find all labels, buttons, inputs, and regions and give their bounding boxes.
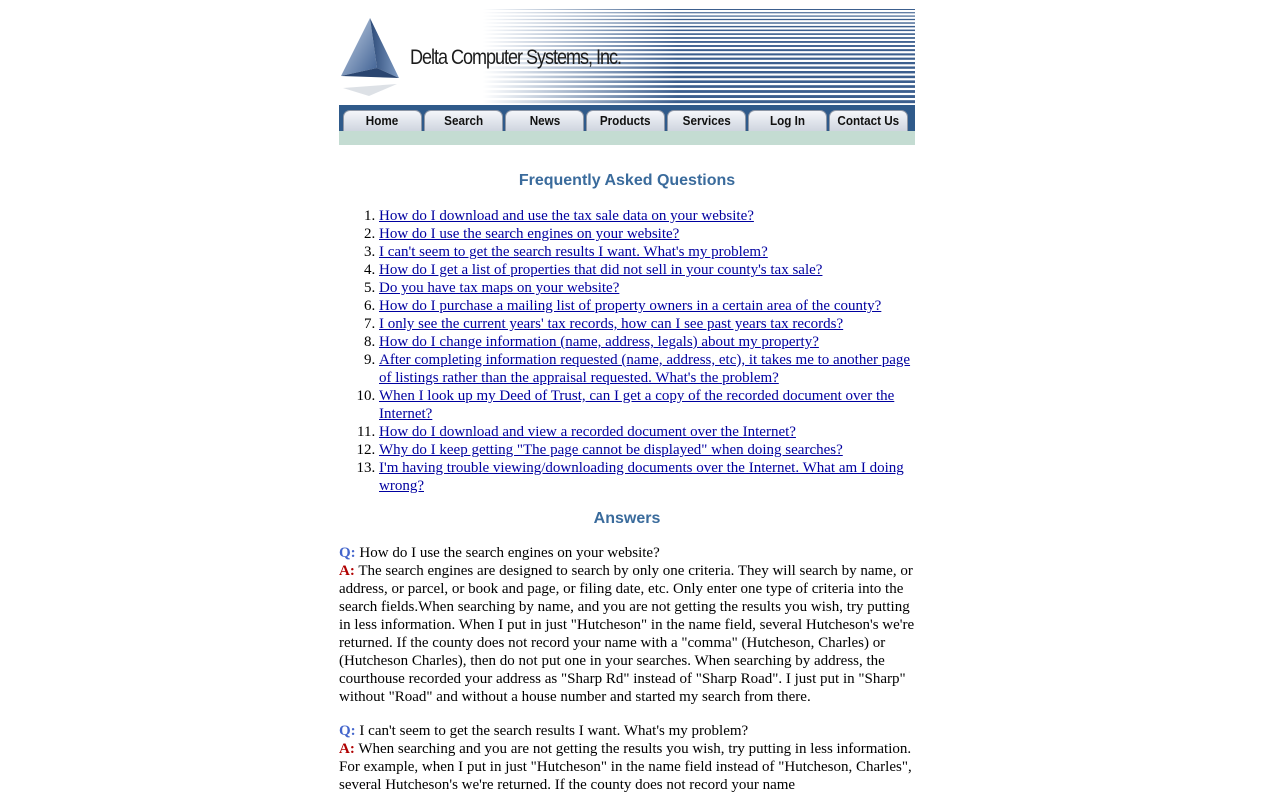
- faq-list: [339, 207, 915, 495]
- nav-tab-label: Services: [682, 113, 731, 128]
- nav-tab-products[interactable]: [586, 110, 665, 131]
- faq-link[interactable]: How do I download and use the tax sale data on your website?: [379, 208, 754, 224]
- faq-link[interactable]: How do I change information (name, address, legals) about my property?: [379, 334, 819, 350]
- faq-item: [379, 225, 915, 243]
- answer-label: A:: [339, 741, 355, 757]
- answer-text: When searching and you are not getting the results you wish, try putting in less information. For example, when I put in just "Hutcheson" in the name field instead of "Hutcheson, Charles", several Hutcheson's we're returned. If the county does not record your name: [339, 741, 912, 793]
- faq-item: [379, 297, 915, 315]
- faq-heading: Frequently Asked Questions: [518, 172, 736, 189]
- nav-tab-contact-us[interactable]: [829, 110, 908, 131]
- answer-text: The search engines are designed to search by only one criteria. They will search by name, or address, or parcel, or book and page, or filing date, etc. Only enter one type of criteria into the search fields.When searching by name, and you are not getting the results you wish, try putting in less information. When I put in just "Hutcheson" in the name field, several Hutcheson's we're returned. If the county does not record your name with a "comma" (Hutcheson, Charles) or (Hutcheson Charles), then do not put one in your searches. When searching by address, the courthouse recorded your address as "Sharp Rd" instead of "Sharp Road". I just put in "Sharp" without "Road" and without a house number and started my search from there.: [339, 563, 915, 705]
- nav-tab-services[interactable]: [667, 110, 746, 131]
- faq-link[interactable]: Do you have tax maps on your website?: [379, 280, 620, 296]
- question-label: Q:: [339, 545, 356, 561]
- faq-link[interactable]: Why do I keep getting "The page cannot be displayed" when doing searches?: [379, 442, 843, 458]
- nav-tab-label: Products: [600, 113, 651, 128]
- answers-heading: Answers: [593, 510, 661, 527]
- question-text: I can't seem to get the search results I want. What's my problem?: [359, 723, 749, 739]
- nav-tab-label: Home: [366, 113, 399, 128]
- faq-item: [379, 351, 915, 387]
- nav-tab-label: Log In: [769, 113, 806, 128]
- nav-tab-label: Search: [443, 113, 484, 128]
- faq-link[interactable]: How do I get a list of properties that did not sell in your county's tax sale?: [379, 262, 823, 278]
- question-text: How do I use the search engines on your website?: [359, 545, 660, 561]
- qa-block: [339, 544, 915, 706]
- faq-item: [379, 441, 915, 459]
- faq-item: [379, 423, 915, 441]
- faq-link[interactable]: I'm having trouble viewing/downloading documents over the Internet. What am I doing wrong?: [379, 460, 904, 494]
- faq-link[interactable]: I only see the current years' tax records, how can I see past years tax records?: [379, 316, 844, 332]
- faq-link[interactable]: How do I use the search engines on your website?: [379, 226, 680, 242]
- faq-link[interactable]: How do I purchase a mailing list of property owners in a certain area of the county?: [379, 298, 882, 314]
- nav-tab-label: Contact Us: [837, 113, 900, 128]
- faq-link[interactable]: How do I download and view a recorded document over the Internet?: [379, 424, 796, 440]
- main-navigation: [339, 105, 915, 131]
- question-label: Q:: [339, 723, 356, 739]
- nav-subbar: [339, 131, 915, 145]
- faq-item: [379, 315, 915, 333]
- nav-tab-news[interactable]: [505, 110, 584, 131]
- faq-item: [379, 459, 915, 495]
- faq-link[interactable]: When I look up my Deed of Trust, can I get a copy of the recorded document over the Internet?: [379, 388, 895, 422]
- answer-label: A:: [339, 563, 355, 579]
- site-header: [339, 8, 915, 104]
- faq-item: [379, 279, 915, 297]
- nav-tab-log-in[interactable]: [748, 110, 827, 131]
- faq-item: [379, 387, 915, 423]
- nav-tab-home[interactable]: [343, 110, 422, 131]
- nav-tab-label: News: [529, 113, 560, 128]
- faq-link[interactable]: After completing information requested (name, address, etc), it takes me to another page of listings rather than the appraisal requested. What's the problem?: [379, 352, 911, 386]
- faq-item: [379, 243, 915, 261]
- faq-item: [379, 261, 915, 279]
- faq-item: [379, 333, 915, 351]
- faq-link[interactable]: I can't seem to get the search results I want. What's my problem?: [379, 244, 768, 260]
- faq-item: [379, 207, 915, 225]
- page-container: [339, 8, 915, 794]
- qa-block: [339, 722, 915, 794]
- delta-logo-icon: [339, 16, 403, 100]
- nav-tab-search[interactable]: [424, 110, 503, 131]
- company-name: Delta Computer Systems, Inc.: [410, 46, 621, 69]
